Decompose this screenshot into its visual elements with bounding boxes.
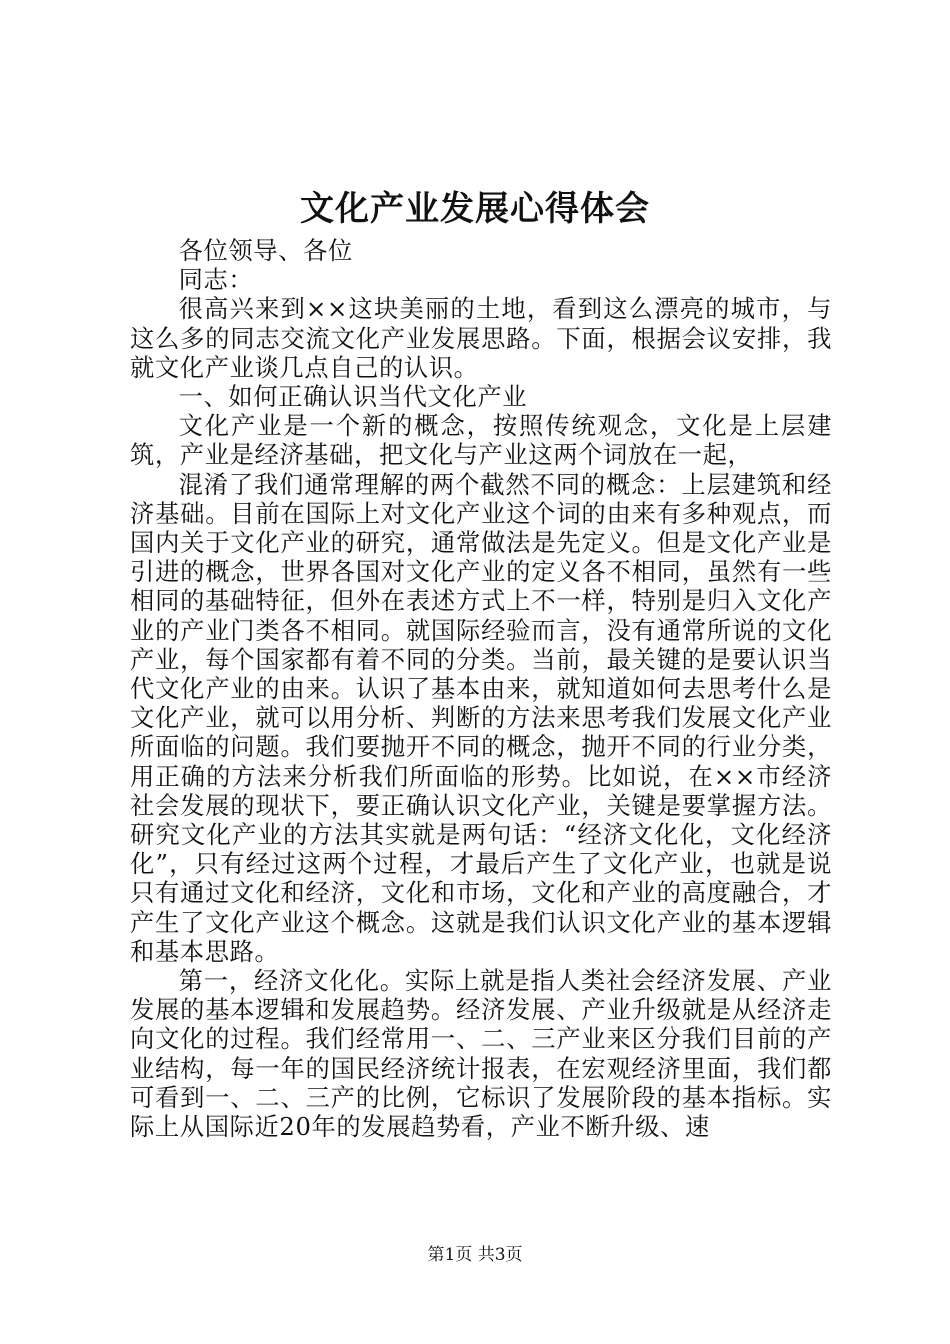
body-paragraph: 第一，经济文化化。实际上就是指人类社会经济发展、产业发展的基本逻辑和发展趋势。经济发展、产业升级就是从经济走向文化的过程。我们经常用一、二、三产业来区分我们目前的产业结构，每一年的国民经济统计报表，在宏观经济里面，我们都可看到一、二、三产的比例，它标识了发展阶段的基本指标。实际上从国际近20年的发展趋势看，产业不断升级、速 xyxy=(130,966,832,1142)
body-paragraph: 很高兴来到××这块美丽的土地，看到这么漂亮的城市，与这么多的同志交流文化产业发展思路。下面，根据会议安排，我就文化产业谈几点自己的认识。 xyxy=(130,294,832,382)
document-body xyxy=(130,236,832,1141)
body-paragraph: 文化产业是一个新的概念，按照传统观念，文化是上层建筑，产业是经济基础，把文化与产业这两个词放在一起， xyxy=(130,411,832,470)
page-footer: 第1页 共3页 xyxy=(427,1245,523,1265)
greeting-line: 同志： xyxy=(178,265,254,295)
document-title: 文化产业发展心得体会 xyxy=(300,189,650,229)
section-heading: 一、如何正确认识当代文化产业 xyxy=(178,382,528,412)
greeting-line: 各位领导、各位 xyxy=(178,236,353,265)
body-paragraph: 混淆了我们通常理解的两个截然不同的概念：上层建筑和经济基础。目前在国际上对文化产业这个词的由来有多种观点，而国内关于文化产业的研究，通常做法是先定义。但是文化产业是引进的概念，世界各国对文化产业的定义各不相同，虽然有一些相同的基础特征，但外在表述方式上不一样，特别是归入文化产业的产业门类各不相同。就国际经验而言，没有通常所说的文化产业，每个国家都有着不同的分类。当前，最关键的是要认识当代文化产业的由来。认识了基本由来，就知道如何去思考什么是文化产业，就可以用分析、判断的方法来思考我们发展文化产业所面临的问题。我们要抛开不同的概念，抛开不同的行业分类，用正确的方法来分析我们所面临的形势。比如说，在××市经济社会发展的现状下，要正确认识文化产业，关键是要掌握方法。研究文化产业的方法其实就是两句话：“经济文化化，文化经济化”，只有经过这两个过程，才最后产生了文化产业，也就是说只有通过文化和经济，文化和市场，文化和产业的高度融合，才产生了文化产业这个概念。这就是我们认识文化产业的基本逻辑和基本思路。 xyxy=(130,469,832,966)
